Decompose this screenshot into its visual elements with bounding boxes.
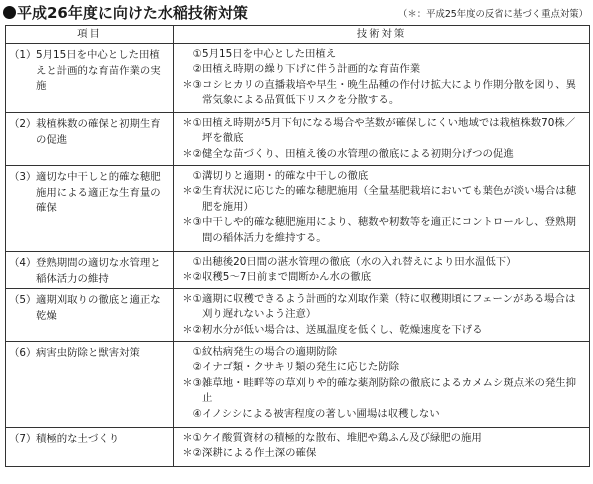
column-header-measures: 技術対策 — [174, 26, 590, 44]
measure-text: イノシシによる被害程度の著しい圃場は収穫しない — [202, 407, 440, 420]
item-number: （5） — [9, 294, 37, 306]
measure-marker: ＊③ — [182, 78, 202, 91]
item-label — [6, 113, 173, 148]
measure-item — [178, 47, 585, 62]
measure-text: 健全な苗づくり、田植え後の水管理の徹底による初期分げつの促進 — [202, 147, 514, 160]
item-number: （1） — [9, 49, 37, 61]
measure-marker: ＊② — [182, 185, 202, 198]
table-row — [6, 113, 590, 166]
item-text: 栽植株数の確保と初期生育の促進 — [36, 118, 161, 146]
table-row — [6, 44, 590, 113]
measure-item — [178, 407, 585, 422]
measure-text: 紋枯病発生の場合の適期防除 — [202, 346, 338, 358]
measure-item — [178, 78, 585, 109]
measure-text: 深耕による作土深の確保 — [202, 447, 317, 460]
measure-marker: ① — [192, 170, 202, 182]
item-cell — [6, 252, 174, 289]
measure-item — [178, 169, 585, 184]
measure-item — [178, 292, 585, 323]
measure-text: コシヒカリの直播栽培や早生・晩生品種の作付け拡大により作期分散を図り、異常気象による品質低下リスクを分散する。 — [202, 78, 577, 107]
table-row — [6, 428, 590, 467]
measure-item — [178, 360, 585, 375]
table-row — [6, 289, 590, 342]
measure-marker: ＊② — [182, 147, 202, 160]
measure-text: 田植え時期が5月下旬になる場合や茎数が確保しにくい地域では栽植株数70株／坪を徹底 — [202, 117, 576, 145]
measure-text: 生育状況に応じた的確な穂肥施用（全量基肥栽培においても葉色が淡い場合は穂肥を施用） — [202, 185, 577, 213]
measure-marker: ＊② — [182, 271, 202, 284]
measure-marker: ＊② — [182, 323, 202, 336]
measure-item — [178, 446, 585, 461]
measure-text: 適期に収穫できるよう計画的な刈取作業（特に収穫期頃にフェーンがある場合は刈り遅れないよう注意） — [202, 293, 576, 321]
item-label — [6, 342, 173, 362]
measure-marker: ＊① — [182, 432, 202, 444]
item-label — [6, 44, 173, 95]
measure-item — [178, 147, 585, 162]
page-title — [3, 3, 248, 23]
title-bar — [3, 3, 590, 25]
measure-marker: ① — [192, 346, 202, 358]
item-text: 病害虫防除と獣害対策 — [36, 347, 140, 359]
measure-text: 籾水分が低い場合は、送風温度を低くし、乾燥速度を下げる — [202, 323, 483, 336]
item-text: 適期刈取りの徹底と適正な乾燥 — [36, 294, 161, 322]
item-text: 登熟期間の適切な水管理と稲体活力の維持 — [36, 257, 161, 285]
measure-text: 雑草地・畦畔等の草刈りや的確な薬剤防除の徹底によるカメムシ斑点米の発生抑止 — [202, 376, 577, 405]
item-cell — [6, 44, 174, 113]
measure-item — [178, 62, 585, 77]
item-number: （3） — [9, 171, 37, 183]
measure-text: 中干しや的確な穂肥施用により、穂数や籾数等を適正にコントロールし、登熟期間の稲体活力を維持する。 — [202, 216, 576, 244]
item-label — [6, 428, 173, 448]
measure-marker: ＊② — [182, 447, 202, 460]
measures-cell — [174, 113, 590, 166]
measure-item — [178, 255, 585, 270]
measure-text: 収穫5～7日前まで間断かん水の徹底 — [202, 271, 372, 284]
page-title-text: 平成26年度に向けた水稲技術対策 — [17, 4, 248, 22]
measure-item — [178, 345, 585, 360]
measure-text: 田植え時期の繰り下げに伴う計画的な育苗作業 — [202, 63, 421, 76]
measure-item — [178, 270, 585, 285]
measure-item — [178, 431, 585, 446]
measure-marker: ① — [192, 256, 202, 268]
measure-text: ケイ酸質資材の積極的な散布、堆肥や鶏ふん及び緑肥の施用 — [202, 432, 482, 444]
item-label — [6, 252, 173, 287]
measure-marker: ② — [192, 361, 202, 374]
item-cell — [6, 113, 174, 166]
measure-item — [178, 323, 585, 338]
table-row — [6, 166, 590, 252]
item-number: （4） — [9, 257, 37, 269]
measure-marker: ④ — [192, 407, 202, 420]
item-label — [6, 166, 173, 217]
table-row — [6, 342, 590, 428]
item-text: 適切な中干しと的確な穂肥施用による適正な生育量の確保 — [36, 171, 161, 214]
measures-cell — [174, 44, 590, 113]
item-cell — [6, 342, 174, 428]
table-row — [6, 252, 590, 289]
item-label — [6, 289, 173, 324]
measure-text: イナゴ類・クサキリ類の発生に応じた防除 — [202, 361, 400, 374]
measure-marker: ＊③ — [182, 216, 202, 229]
item-cell — [6, 289, 174, 342]
item-number: （2） — [9, 118, 37, 130]
technical-measures-table — [5, 25, 590, 467]
header-note: （＊：平成25年度の反省に基づく重点対策） — [397, 9, 588, 20]
measures-cell — [174, 289, 590, 342]
item-text: 5月15日を中心とした田植えと計画的な育苗作業の実施 — [36, 49, 161, 92]
measure-item — [178, 184, 585, 215]
measures-cell — [174, 252, 590, 289]
measure-text: 溝切りと適期・的確な中干しの徹底 — [202, 170, 369, 182]
item-cell — [6, 428, 174, 467]
measures-cell — [174, 342, 590, 428]
item-text: 積極的な土づくり — [36, 433, 120, 445]
measure-marker: ＊① — [182, 117, 202, 129]
table-header-row — [6, 26, 590, 44]
measure-item — [178, 376, 585, 407]
measure-marker: ＊① — [182, 293, 202, 305]
measure-marker: ② — [192, 63, 202, 76]
item-cell — [6, 166, 174, 252]
measure-marker: ＊③ — [182, 376, 202, 389]
bullet-icon — [3, 6, 16, 19]
measure-text: 出穂後20日間の湛水管理の徹底（水の入れ替えにより田水温低下） — [202, 256, 517, 268]
item-number: （6） — [9, 347, 37, 359]
measure-item — [178, 215, 585, 246]
measure-text: 5月15日を中心とした田植え — [202, 48, 337, 60]
item-number: （7） — [9, 433, 37, 445]
measure-item — [178, 116, 585, 147]
measures-cell — [174, 166, 590, 252]
measures-cell — [174, 428, 590, 467]
column-header-item: 項目 — [6, 26, 174, 44]
measure-marker: ① — [192, 48, 202, 60]
